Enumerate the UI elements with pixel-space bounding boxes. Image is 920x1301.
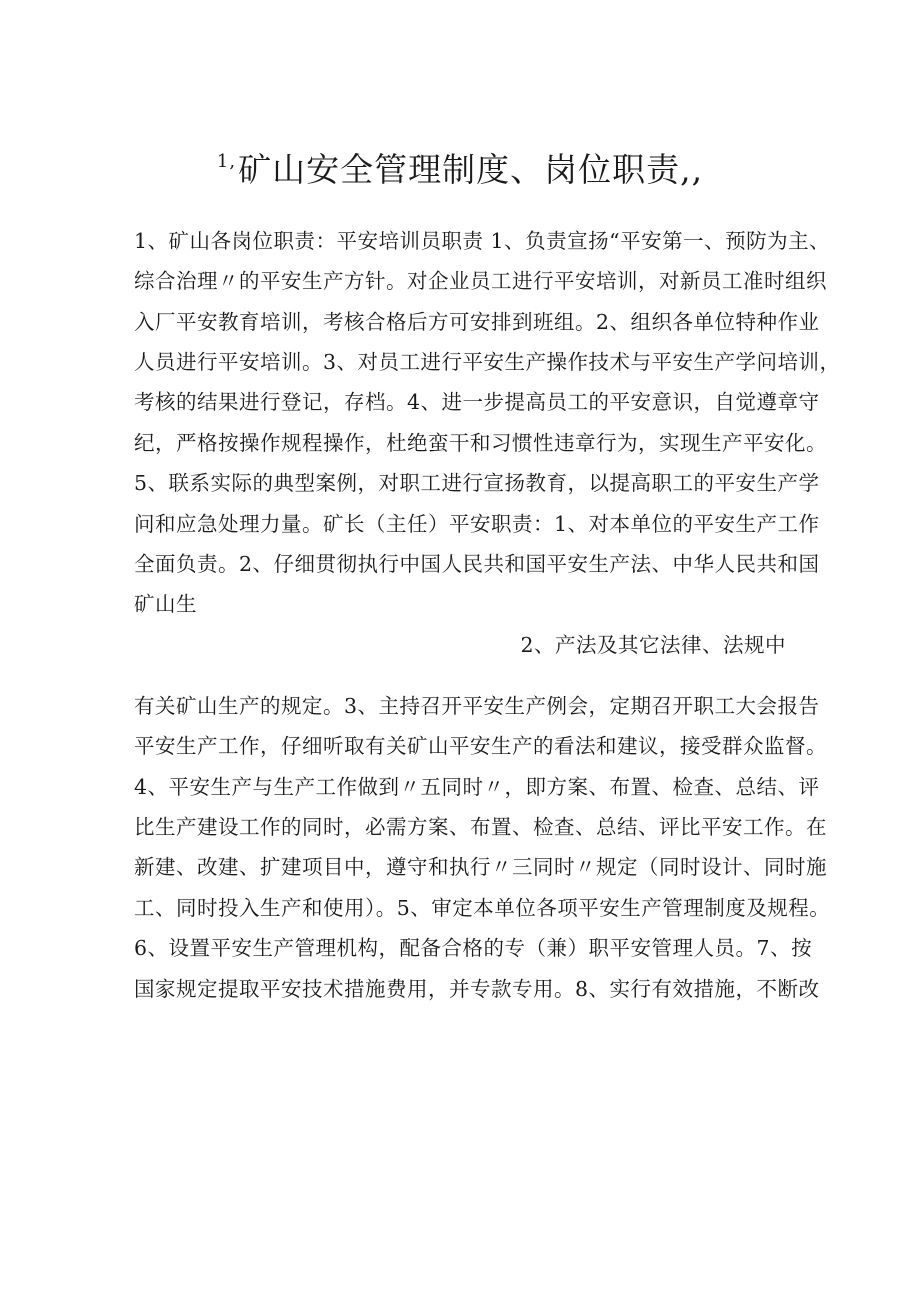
text-line: 6、设置平安生产管理机构，配备合格的专（兼）职平安管理人员。7、按 (134, 936, 813, 960)
title-text: 矿山安全管理制度、岗位职责,, (238, 150, 704, 189)
text-line: 入厂平安教育培训，考核合格后方可安排到班组。2、组织各单位特种作业 (134, 310, 820, 334)
text-line: 新建、改建、扩建项目中，遵守和执行〃三同时〃规定（同时设计、同时施 (134, 855, 827, 879)
text-line: 全面负责。2、仔细贯彻执行中国人民共和国平安生产法、中华人民共和国 (134, 552, 820, 576)
document-title (0, 140, 920, 192)
title-prefix: 1, (216, 151, 237, 172)
text-line: 人员进行平安培训。3、对员工进行平安生产操作技术与平安生产学问培训， (134, 350, 841, 374)
text-line: 问和应急处理力量。矿长（主任）平安职责：1、对本单位的平安生产工作 (134, 512, 820, 536)
text-line: 矿山生 (134, 592, 197, 616)
text-line: 综合治理〃的平安生产方针。对企业员工进行平安培训，对新员工准时组织 (134, 269, 827, 293)
text-line: 1、矿山各岗位职责：平安培训员职责 1、负责宣扬“平安第一、预防为主、 (134, 229, 831, 253)
text-line: 平安生产工作，仔细听取有关矿山平安生产的看法和建议，接受群众监督。 (134, 734, 827, 758)
text-line: 有关矿山生产的规定。3、主持召开平安生产例会，定期召开职工大会报告 (134, 694, 820, 718)
text-line: 考核的结果进行登记，存档。4、进一步提高员工的平安意识，自觉遵章守 (134, 390, 820, 414)
text-line: 5、联系实际的典型案例，对职工进行宣扬教育，以提高职工的平安生产学 (134, 471, 820, 495)
text-line-right: 2、产法及其它法律、法规中 (520, 633, 786, 657)
text-line: 纪，严格按操作规程操作，杜绝蛮干和习惯性违章行为，实现生产平安化。 (134, 431, 827, 455)
text-line: 国家规定提取平安技术措施费用，并专款专用。8、实行有效措施，不断改 (134, 977, 820, 1001)
text-line: 工、同时投入生产和使用）。5、审定本单位各项平安生产管理制度及规程。 (134, 896, 831, 920)
text-line: 4、平安生产与生产工作做到〃五同时〃，即方案、布置、检查、总结、评 (134, 775, 820, 799)
text-line: 比生产建设工作的同时，必需方案、布置、检查、总结、评比平安工作。在 (134, 815, 827, 839)
